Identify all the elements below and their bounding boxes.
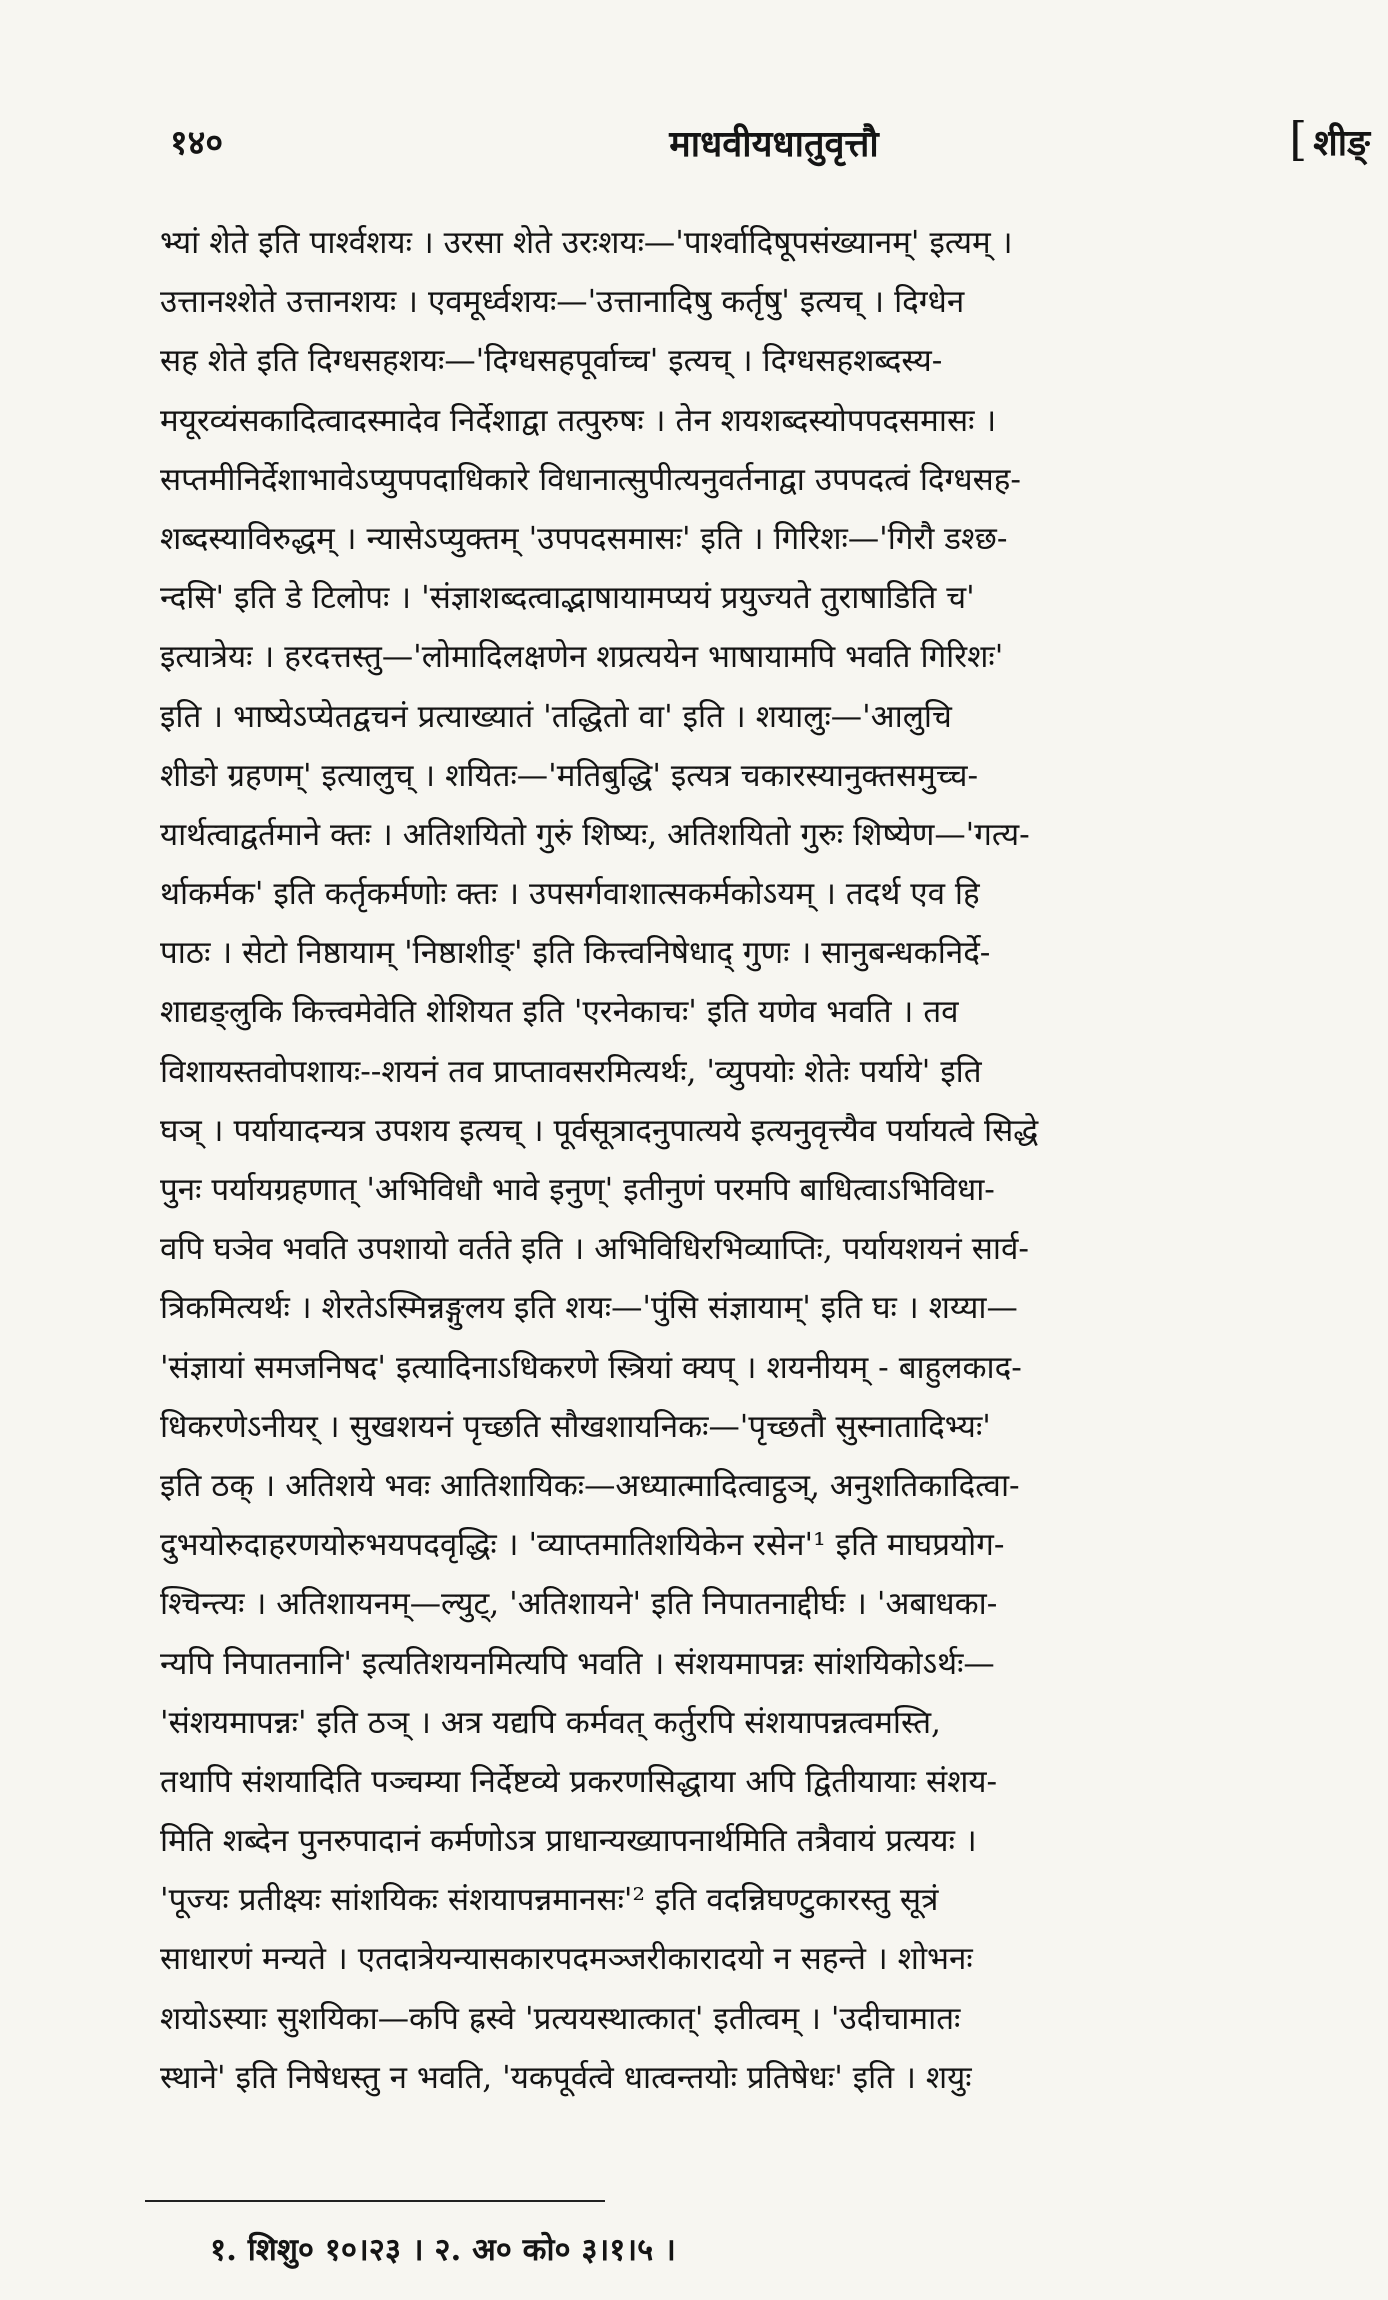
section-marker	[1289, 112, 1370, 166]
text-line: शीङो ग्रहणम्' इत्यालुच् । शयितः—'मतिबुद्धि' इत्यत्र चकारस्यानुक्तसमुच्च-	[160, 757, 979, 794]
text-line: 'संशयमापन्नः' इति ठञ् । अत्र यद्यपि कर्मवत् कर्तुरपि संशयापन्नत्वमस्ति,	[160, 1704, 942, 1741]
text-line: त्रिकमित्यर्थः । शेरतेऽस्मिन्नङ्गुलय इति शयः—'पुंसि संज्ञायाम्' इति घः । शय्या—	[160, 1290, 1018, 1327]
text-line: धिकरणेऽनीयर् । सुखशयनं पृच्छति सौखशायनिकः—'पृच्छतौ सुस्नातादिभ्यः'	[160, 1408, 991, 1445]
text-line: शयोऽस्याः सुशयिका—कपि ह्रस्वे 'प्रत्ययस्थात्कात्' इतीत्वम् । 'उदीचामातः	[160, 2000, 961, 2037]
text-line: घञ् । पर्यायादन्यत्र उपशय इत्यच् । पूर्वसूत्रादनुपात्यये इत्यनुवृत्त्यैव पर्यायत्वे सिद्धे	[160, 1112, 1039, 1149]
page-header	[160, 112, 1388, 176]
text-line: न्दसि' इति डे टिलोपः । 'संज्ञाशब्दत्वाद्भाषायामप्ययं प्रयुज्यते तुराषाडिति च'	[160, 580, 975, 617]
text-line: इति ठक् । अतिशये भवः आतिशायिकः—अध्यात्मादित्वाट्ठञ्, अनुशतिकादित्वा-	[160, 1467, 1020, 1504]
section-name: शीङ्	[1313, 122, 1370, 164]
text-line: श्चिन्त्यः । अतिशायनम्—ल्युट्, 'अतिशायने' इति निपातनाद्दीर्घः । 'अबाधका-	[160, 1586, 998, 1623]
text-line: मयूरव्यंसकादित्वादस्मादेव निर्देशाद्वा तत्पुरुषः । तेन शयशब्दस्योपपदसमासः ।	[160, 402, 997, 439]
page-number: १४०	[170, 123, 224, 163]
text-line: पाठः । सेटो निष्ठायाम् 'निष्ठाशीङ्' इति कित्त्वनिषेधाद् गुणः । सानुबन्धकनिर्दे-	[160, 935, 991, 972]
text-line: सप्तमीनिर्देशाभावेऽप्युपपदाधिकारे विधानात्सुपीत्यनुवर्तनाद्वा उपपदत्वं दिग्धसह-	[160, 461, 1021, 498]
text-line: साधारणं मन्यते । एतदात्रेयन्यासकारपदमञ्जरीकारादयो न सहन्ते । शोभनः	[160, 1941, 973, 1978]
text-line: न्यपि निपातनानि' इत्यतिशयनमित्यपि भवति । संशयमापन्नः सांशयिकोऽर्थः—	[160, 1645, 995, 1682]
text-line: इति । भाष्येऽप्येतद्वचनं प्रत्याख्यातं 'तद्धितो वा' इति । शयालुः—'आलुचि	[160, 698, 952, 735]
text-line: उत्तानश्शेते उत्तानशयः । एवमूर्ध्वशयः—'उत्तानादिषु कर्तृषु' इत्यच् । दिग्धेन	[160, 284, 965, 321]
text-line: यार्थत्वाद्वर्तमाने क्तः । अतिशयितो गुरुं शिष्यः, अतिशयितो गुरुः शिष्येण—'गत्य-	[160, 816, 1030, 853]
text-line: सह शेते इति दिग्धसहशयः—'दिग्धसहपूर्वाच्च' इत्यच् । दिग्धसहशब्दस्य-	[160, 343, 943, 380]
text-line: 'संज्ञायां समजनिषद' इत्यादिनाऽधिकरणे स्त्रियां क्यप् । शयनीयम् - बाहुलकाद-	[160, 1349, 1022, 1386]
text-line: वपि घञेव भवति उपशायो वर्तते इति । अभिविधिरभिव्याप्तिः, पर्यायशयनं सार्व-	[160, 1231, 1029, 1268]
footnotes: १. शिशु० १०।२३ । २. अ० को० ३।१।५ ।	[210, 2232, 676, 2268]
text-line: भ्यां शेते इति पार्श्वशयः । उरसा शेते उरःशयः—'पार्श्वादिषूपसंख्यानम्' इत्यम् ।	[160, 225, 1013, 261]
text-line: र्थाकर्मक' इति कर्तृकर्मणोः क्तः । उपसर्गवाशात्सकर्मकोऽयम् । तदर्थ एव हि	[160, 876, 980, 913]
text-line: दुभयोरुदाहरणयोरुभयपदवृद्धिः । 'व्याप्तमातिशयिकेन रसेन'¹ इति माघप्रयोग-	[160, 1527, 1005, 1564]
bracket-glyph: [	[1289, 112, 1308, 166]
body-text	[160, 214, 1388, 2108]
footnote-divider	[145, 2200, 605, 2202]
text-line: 'पूज्यः प्रतीक्ष्यः सांशयिकः संशयापन्नमानसः'² इति वदन्निघण्टुकारस्तु सूत्रं	[160, 1882, 939, 1919]
text-line: मिति शब्देन पुनरुपादानं कर्मणोऽत्र प्राधान्यख्यापनार्थमिति तत्रैवायं प्रत्ययः ।	[160, 1823, 977, 1860]
text-line: पुनः पर्यायग्रहणात् 'अभिविधौ भावे इनुण्' इतीनुणं परमपि बाधित्वाऽभिविधा-	[160, 1172, 995, 1208]
text-line: इत्यात्रेयः । हरदत्तस्तु—'लोमादिलक्षणेन शप्रत्ययेन भाषायामपि भवति गिरिशः'	[160, 639, 1004, 676]
text-line: तथापि संशयादिति पञ्चम्या निर्देष्टव्ये प्रकरणसिद्धाया अपि द्वितीयायाः संशय-	[160, 1763, 998, 1800]
text-line: विशायस्तवोपशायः--शयनं तव प्राप्तावसरमित्यर्थः, 'व्युपयोः शेतेः पर्याये' इति	[160, 1053, 982, 1090]
text-line: शब्दस्याविरुद्धम् । न्यासेऽप्युक्तम् 'उपपदसमासः' इति । गिरिशः—'गिरौ डश्छ-	[160, 520, 1008, 557]
running-title: माधवीयधातुवृत्तौ	[669, 123, 879, 165]
text-line: स्थाने' इति निषेधस्तु न भवति, 'यकपूर्वत्वे धात्वन्तयोः प्रतिषेधः' इति । शयुः	[160, 2059, 972, 2096]
text-line: शाद्यङ्लुकि कित्त्वमेवेति शेशियत इति 'एरनेकाचः' इति यणेव भवति । तव	[160, 994, 959, 1031]
